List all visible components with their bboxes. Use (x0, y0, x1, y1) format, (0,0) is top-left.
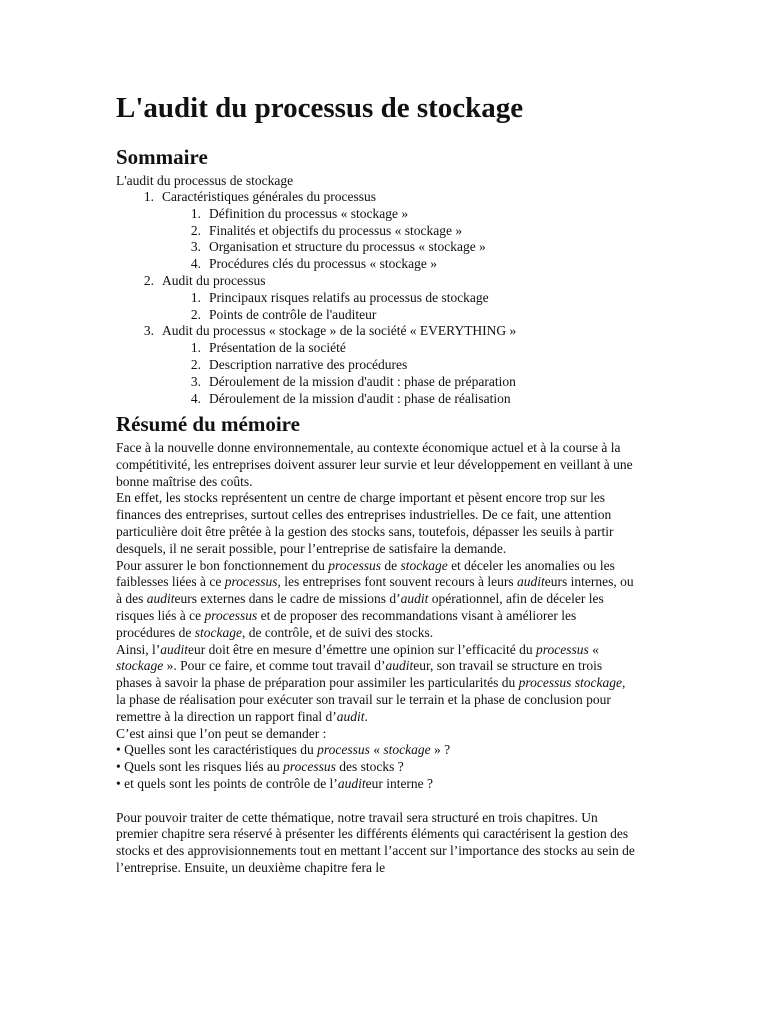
emphasis-text: audit (337, 775, 366, 791)
toc-subitem[interactable] (116, 223, 596, 240)
resume-paragraph (116, 776, 636, 793)
emphasis-text: processus (328, 557, 381, 573)
paragraph-text: eurs internes, ou à des (116, 574, 634, 607)
toc-subitem[interactable] (116, 307, 596, 324)
resume-paragraph (116, 440, 636, 490)
paragraph-text: de (380, 557, 401, 573)
emphasis-text: audit (146, 591, 175, 607)
resume-paragraph (116, 810, 636, 877)
paragraph-text: et de proposer des recommandations visant à améliorer les procédures de (116, 607, 577, 640)
toc-subitem-label: Déroulement de la mission d'audit : phase de réalisation (209, 390, 511, 406)
toc-subitem-number: 4. (190, 390, 201, 406)
toc-item-number: 1. (143, 189, 154, 204)
emphasis-text: audit (336, 708, 365, 724)
toc-item-number: 2. (143, 272, 154, 288)
resume-paragraph (116, 759, 636, 776)
paragraph-text: eur doit être en mesure d’émettre une opinion sur l’efficacité du (188, 641, 537, 657)
toc-item[interactable] (116, 189, 596, 206)
toc-item[interactable] (116, 273, 596, 290)
paragraph-text: En effet, les stocks représentent un centre de charge important et pèsent encore trop sur les finances des entreprises, surtout celles des entreprises industrielles. De ce fait, une attention particulière doit être prêtée à la gestion des stocks sans, toutefois, dépasser les seuils à partir desquels, il ne serait possible, pour l’entreprise de satisfaire la demande. (116, 490, 614, 556)
resume-paragraph (116, 490, 636, 557)
toc-subitem[interactable] (116, 290, 596, 307)
toc-item-label: Audit du processus « stockage » de la société « EVERYTHING » (162, 323, 517, 339)
paragraph-text: eur, son travail se structure en trois phases à savoir la phase de préparation pour assimiler les particularités du (116, 658, 603, 691)
toc-subitem[interactable] (116, 391, 596, 408)
toc-subitem-label: Organisation et structure du processus « stockage » (209, 239, 486, 255)
paragraph-text: Pour assurer le bon fonctionnement du (116, 557, 329, 573)
paragraph-text: • Quels sont les risques liés au (116, 759, 284, 775)
toc-subitem-label: Finalités et objectifs du processus « stockage » (209, 222, 463, 238)
paragraph-text: ». Pour ce faire, et comme tout travail d’ (163, 658, 386, 674)
emphasis-text: audit (400, 591, 429, 607)
toc-subitem-label: Points de contrôle de l'auditeur (209, 306, 377, 322)
resume-paragraph (116, 742, 636, 759)
paragraph-text: eur interne ? (365, 775, 434, 791)
toc-subitem[interactable] (116, 206, 596, 223)
paragraph-text: eurs externes dans le cadre de missions d’ (174, 591, 401, 607)
document-title: L'audit du processus de stockage (116, 92, 524, 124)
toc-subitem-label: Définition du processus « stockage » (209, 205, 409, 221)
table-of-contents (116, 189, 596, 407)
emphasis-text: processus stockage (518, 675, 622, 691)
emphasis-text: audit (385, 658, 414, 674)
emphasis-text: processus (536, 641, 589, 657)
toc-subitem-label: Présentation de la société (209, 340, 346, 356)
paragraph-text: opérationnel, afin de déceler les risques liés à ce (116, 591, 604, 623)
toc-subitem-number: 2. (190, 306, 201, 322)
toc-subitem-number: 4. (190, 256, 201, 272)
toc-subitem-label: Procédures clés du processus « stockage » (209, 256, 437, 272)
toc-subitem-number: 1. (190, 205, 201, 221)
emphasis-text: stockage (194, 624, 242, 640)
toc-subitem-number: 1. (190, 340, 201, 356)
toc-subitem[interactable] (116, 374, 596, 391)
toc-subitem-number: 3. (190, 373, 201, 389)
toc-subitem[interactable] (116, 357, 596, 374)
emphasis-text: processus (317, 742, 370, 758)
paragraph-text: « (588, 641, 599, 657)
paragraph-text: Ainsi, l’ (116, 641, 161, 657)
paragraph-text: • et quels sont les points de contrôle de l’ (116, 775, 338, 791)
toc-intro: L'audit du processus de stockage (116, 173, 294, 188)
paragraph-text: Pour pouvoir traiter de cette thématique, notre travail sera structuré en trois chapitres. Un premier chapitre sera réservé à présenter les différents éléments qui caractérisent la gestion des stocks et des approvisionnements tout en mettant l’accent sur l’importance des stocks au sein de l’entreprise. Ensuite, un deuxième chapitre fera le (116, 809, 635, 875)
paragraph-text: , de contrôle, et de suivi des stocks. (241, 624, 434, 640)
emphasis-text: stockage (383, 742, 431, 758)
paragraph-text: et déceler les anomalies ou les faiblesses liées à ce (116, 557, 615, 590)
emphasis-text: audit (160, 641, 189, 657)
emphasis-text: processus (224, 574, 278, 590)
paragraph-text: C’est ainsi que l’on peut se demander : (116, 725, 327, 741)
emphasis-text: stockage (400, 557, 448, 573)
paragraph-text: , les entreprises font souvent recours à leurs (277, 574, 518, 590)
toc-item-label: Audit du processus (162, 272, 266, 288)
toc-subitem-number: 2. (190, 356, 201, 372)
emphasis-text: audit (517, 574, 545, 590)
toc-subitem-number: 3. (190, 239, 201, 255)
emphasis-text: processus (283, 759, 336, 775)
paragraph-text: . (364, 708, 368, 724)
toc-subitem[interactable] (116, 256, 596, 273)
emphasis-text: processus (204, 607, 258, 623)
emphasis-text: stockage (116, 658, 164, 674)
paragraph-text: • Quelles sont les caractéristiques du (116, 742, 318, 758)
paragraph-text: Face à la nouvelle donne environnementale, au contexte économique actuel et à la course à la compétitivité, les entreprises doivent assurer leur survie et leur développement en veillant à une bonne maîtrise des coûts. (116, 440, 633, 489)
paragraph-text: » ? (430, 742, 451, 758)
toc-subitem-label: Principaux risques relatifs au processus de stockage (209, 289, 489, 305)
toc-item-label: Caractéristiques générales du processus (162, 189, 377, 204)
resume-body (116, 440, 636, 877)
paragraph-text: , la phase de réalisation pour exécuter son travail sur le terrain et la phase de conclusion pour remettre à la direction un rapport final d’ (116, 675, 626, 724)
paragraph-text: des stocks ? (335, 759, 404, 775)
toc-item[interactable] (116, 323, 596, 340)
toc-item-number: 3. (143, 323, 154, 339)
sommaire-heading: Sommaire (116, 145, 208, 169)
paragraph-text: « (369, 742, 384, 758)
toc-subitem[interactable] (116, 340, 596, 357)
resume-paragraph (116, 558, 636, 642)
toc-subitem-number: 1. (190, 289, 201, 305)
resume-paragraph (116, 642, 636, 726)
toc-subitem-label: Déroulement de la mission d'audit : phase de préparation (209, 373, 516, 389)
toc-subitem[interactable] (116, 239, 596, 256)
toc-subitem-label: Description narrative des procédures (209, 356, 408, 372)
resume-heading: Résumé du mémoire (116, 412, 300, 436)
toc-subitem-number: 2. (190, 222, 201, 238)
resume-paragraph (116, 726, 636, 743)
